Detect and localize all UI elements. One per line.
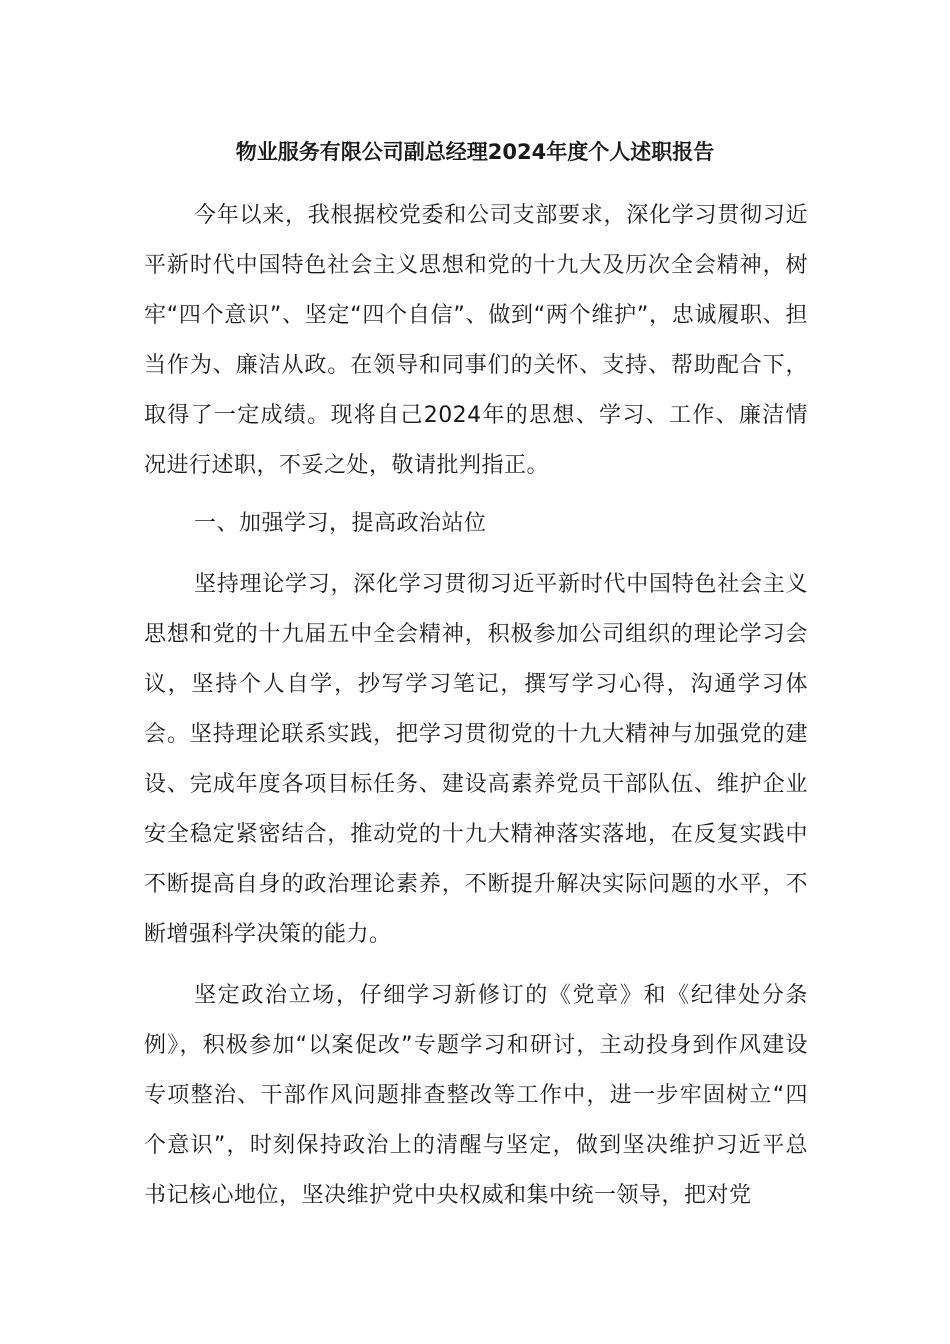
section-heading-1: 一、加强学习，提高政治站位 <box>194 511 487 536</box>
document-title: 物业服务有限公司副总经理2024年度个人述职报告 <box>235 140 715 164</box>
paragraph-political-stance: 坚定政治立场，仔细学习新修订的《党章》和《纪律处分条例》，积极参加“以案促改”专题学习和研讨，主动投身到作风建设专项整治、干部作风问题排查整改等工作中，进一步牢固树立“四个意识”，时刻保持政治上的清醒与坚定，做到坚决维护习近平总书记核心地位，坚决维护党中央权威和集中统一领导，把对党 <box>144 983 808 1208</box>
paragraph-intro: 今年以来，我根据校党委和公司支部要求，深化学习贯彻习近平新时代中国特色社会主义思想和党的十九大及历次全会精神，树牢“四个意识”、坚定“四个自信”、做到“两个维护”，忠诚履职、担当作为、廉洁从政。在领导和同事们的关怀、支持、帮助配合下，取得了一定成绩。现将自己2024年的思想、学习、工作、廉洁情况进行述职，不妥之处，敬请批判指正。 <box>144 203 808 478</box>
paragraph-theory-study: 坚持理论学习，深化学习贯彻习近平新时代中国特色社会主义思想和党的十九届五中全会精神，积极参加公司组织的理论学习会议，坚持个人自学，抄写学习笔记，撰写学习心得，沟通学习体会。坚持理论联系实践，把学习贯彻党的十九大精神与加强党的建设、完成年度各项目标任务、建设高素养党员干部队伍、维护企业安全稳定紧密结合，推动党的十九大精神落实落地，在反复实践中不断提高自身的政治理论素养，不断提升解决实际问题的水平，不断增强科学决策的能力。 <box>144 572 808 947</box>
